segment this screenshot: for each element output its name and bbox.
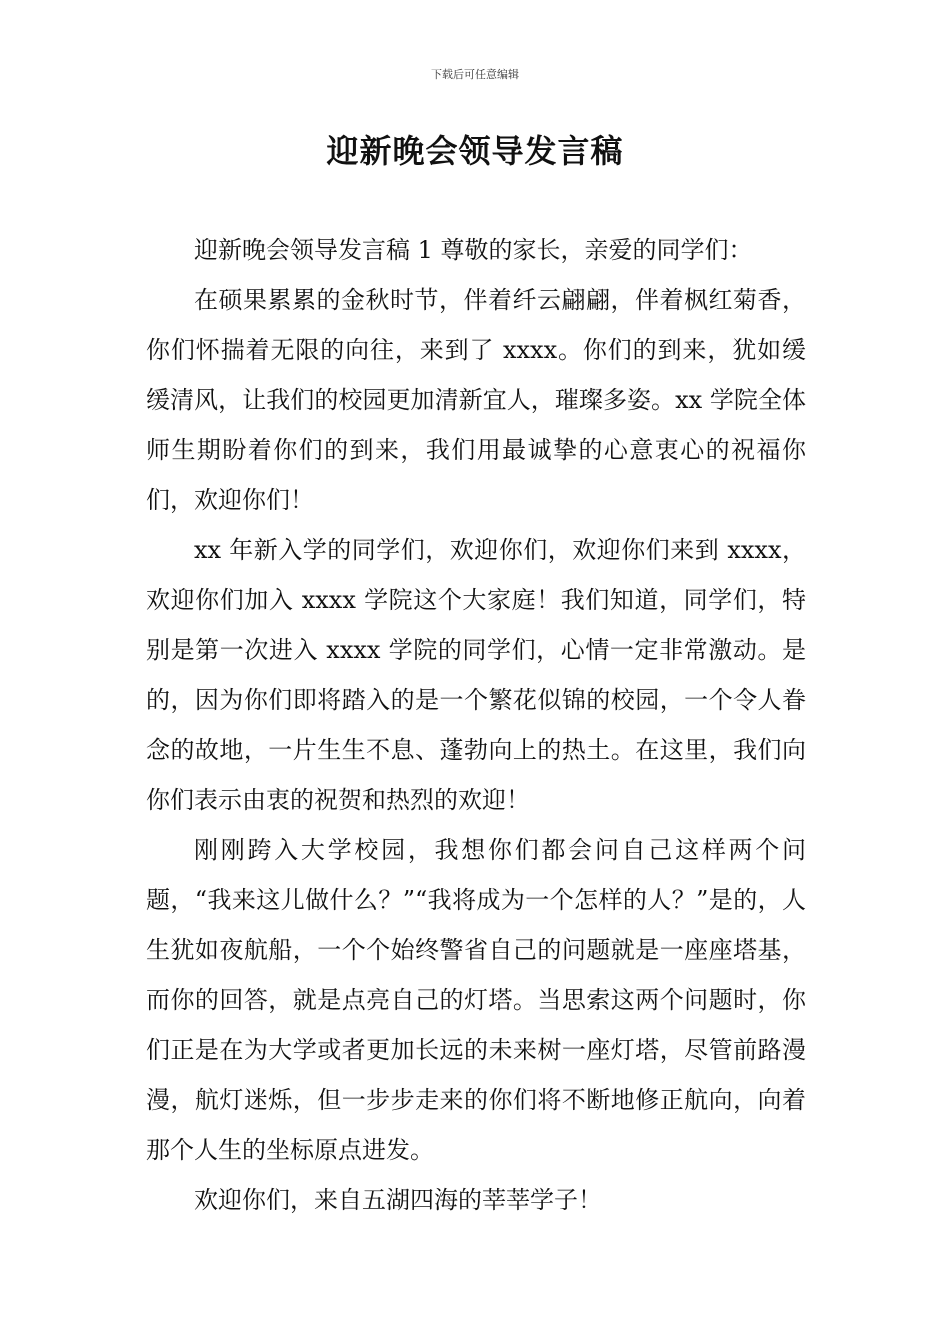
page-header: 下载后可任意编辑	[431, 68, 519, 81]
paragraph-greeting: 迎新晚会领导发言稿 1 尊敬的家长，亲爱的同学们：	[194, 236, 753, 264]
paragraph-two-questions: 刚刚跨入大学校园，我想你们都会问自己这样两个问题，“我来这儿做什么？”“我将成为一个怎样的人？”是的，人生犹如夜航船，一个个始终警省自己的问题就是一座座塔基，而你的回答，就是点亮自己的灯塔。当思索这两个问题时，你们正是在为大学或者更加长远的未来树一座灯塔，尽管前路漫漫，航灯迷烁，但一步步走来的你们将不断地修正航向，向着那个人生的坐标原点进发。	[146, 836, 806, 1164]
paragraph-closing: 欢迎你们，来自五湖四海的莘莘学子！	[194, 1186, 602, 1214]
document-title: 迎新晚会领导发言稿	[326, 132, 624, 170]
paragraph-new-students: xx 年新入学的同学们，欢迎你们，欢迎你们来到 xxxx，欢迎你们加入 xxxx 学院这个大家庭！我们知道，同学们，特别是第一次进入 xxxx 学院的同学们，心情一定非常激动。是的，因为你们即将踏入的是一个繁花似锦的校园，一个令人眷念的故地，一片生生不息、蓬勃向上的热土。在这里，我们向你们表示由衷的祝贺和热烈的欢迎！	[146, 536, 806, 814]
paragraph-autumn-welcome: 在硕果累累的金秋时节，伴着纤云翩翩，伴着枫红菊香，你们怀揣着无限的向往，来到了 xxxx。你们的到来，犹如缓缓清风，让我们的校园更加清新宜人，璀璨多姿。xx 学院全体师生期盼着你们的到来，我们用最诚挚的心意衷心的祝福你们，欢迎你们！	[146, 286, 806, 514]
document-body	[146, 225, 806, 1225]
